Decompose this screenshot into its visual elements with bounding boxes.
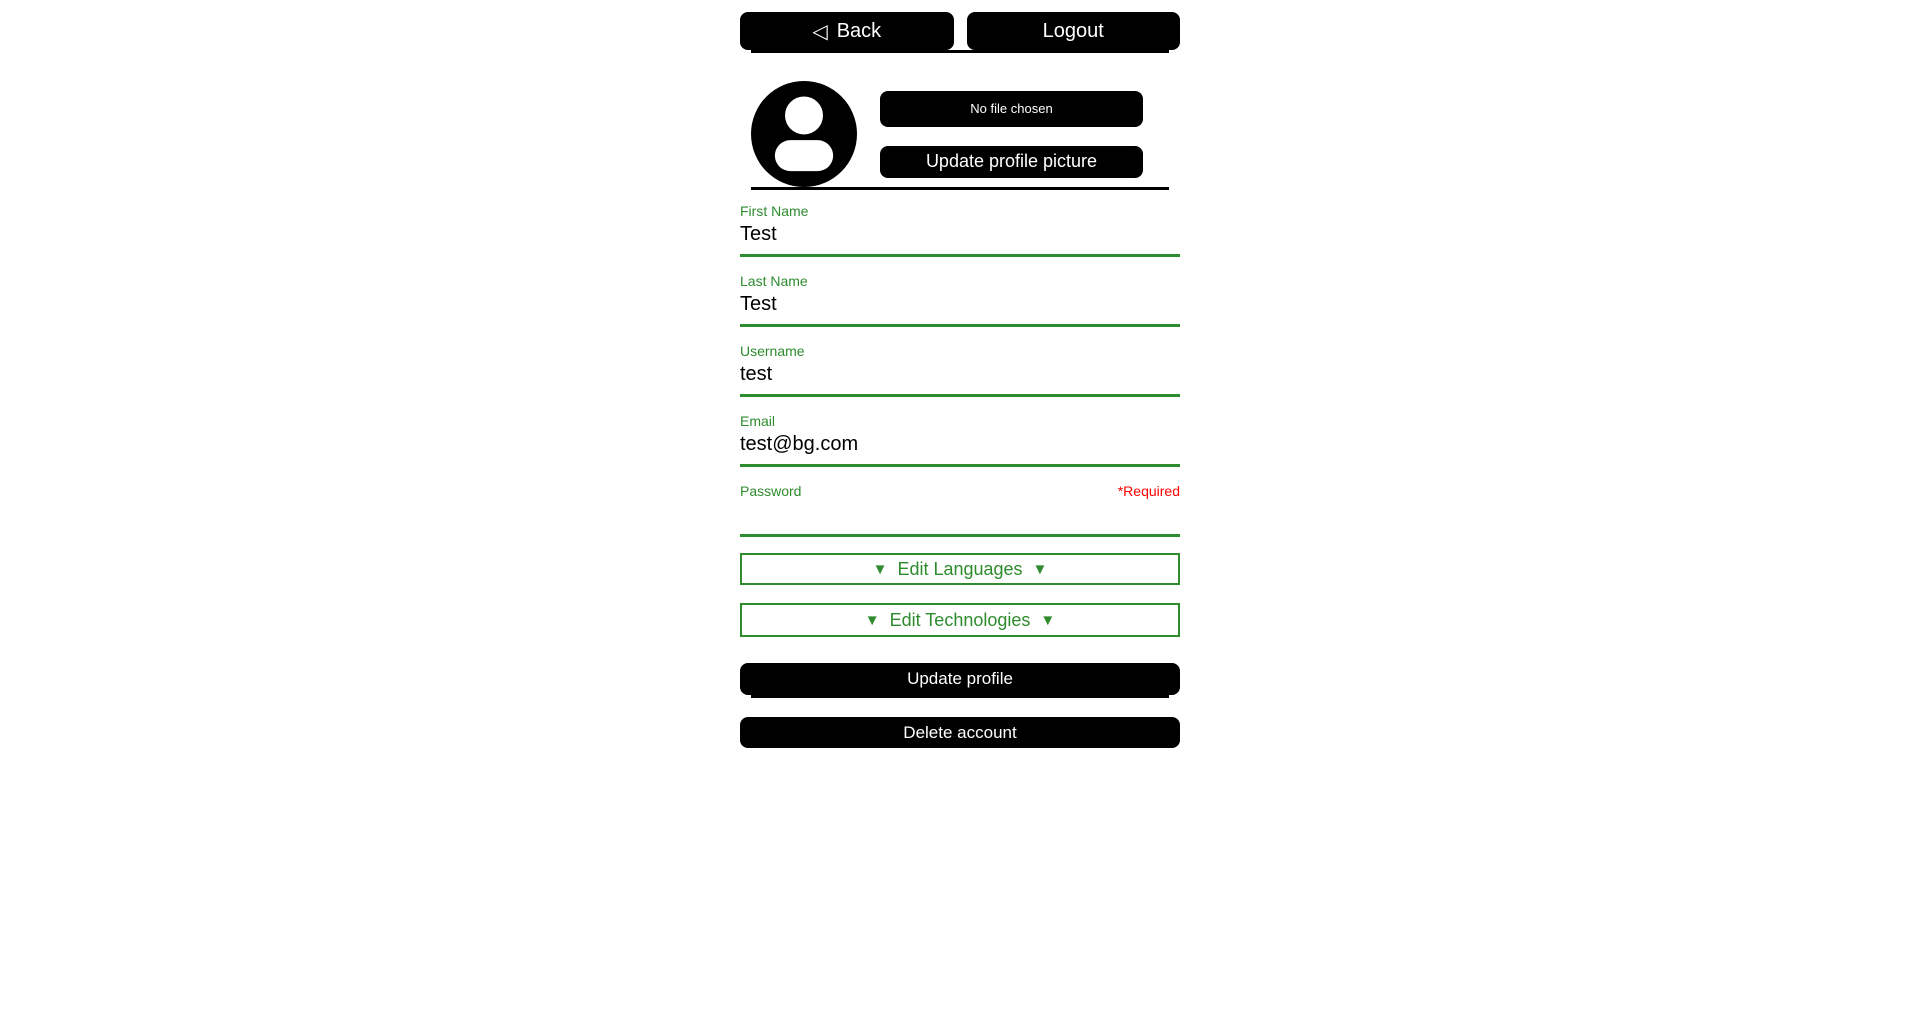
email-label: Email	[740, 413, 776, 429]
picture-upload-controls	[880, 91, 1143, 178]
top-button-row	[740, 12, 1180, 50]
password-field	[740, 483, 1180, 537]
username-label: Username	[740, 343, 805, 359]
person-icon	[751, 81, 857, 187]
profile-settings-panel	[740, 0, 1180, 748]
chevron-down-icon: ▼	[864, 611, 880, 629]
update-profile-button[interactable]: Update profile	[740, 663, 1180, 695]
chevron-down-icon: ▼	[1040, 611, 1056, 629]
back-button-label: Back	[836, 19, 882, 42]
last-name-field	[740, 273, 1180, 327]
section-divider	[751, 695, 1169, 698]
section-divider	[751, 187, 1169, 190]
profile-picture-section	[740, 81, 1180, 187]
edit-technologies-button[interactable]	[740, 603, 1180, 637]
password-input[interactable]	[740, 500, 1180, 534]
last-name-label: Last Name	[740, 273, 808, 289]
email-input[interactable]	[740, 430, 1180, 464]
chevron-down-icon: ▼	[1032, 560, 1048, 578]
last-name-input[interactable]	[740, 290, 1180, 324]
logout-button[interactable]: Logout	[967, 12, 1181, 50]
first-name-input[interactable]	[740, 220, 1180, 254]
first-name-field	[740, 203, 1180, 257]
edit-languages-button[interactable]	[740, 553, 1180, 585]
first-name-label: First Name	[740, 203, 809, 219]
file-upload-input[interactable]: No file chosen	[880, 91, 1143, 127]
username-field	[740, 343, 1180, 397]
back-button[interactable]	[740, 12, 954, 50]
edit-languages-label: Edit Languages	[897, 558, 1023, 579]
delete-account-button[interactable]: Delete account	[740, 717, 1180, 748]
avatar	[751, 81, 857, 187]
update-profile-picture-button[interactable]: Update profile picture	[880, 146, 1143, 178]
chevron-down-icon: ▼	[872, 560, 888, 578]
password-label: Password	[740, 483, 802, 499]
password-required-note: *Required	[1117, 483, 1180, 499]
profile-form	[740, 203, 1180, 695]
email-field	[740, 413, 1180, 467]
username-input[interactable]	[740, 360, 1180, 394]
section-divider	[751, 50, 1169, 53]
edit-technologies-label: Edit Technologies	[889, 609, 1031, 630]
back-arrow-icon: ◁	[812, 20, 828, 43]
